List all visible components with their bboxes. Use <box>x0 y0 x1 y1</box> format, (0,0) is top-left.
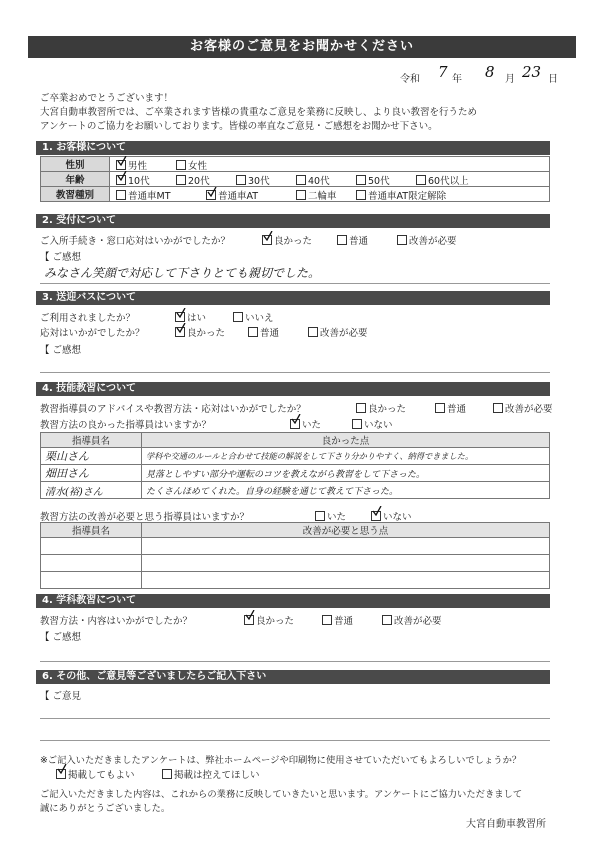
checkbox[interactable] <box>248 327 258 337</box>
divider <box>40 283 550 284</box>
good-point: 学科や交通のルールと合わせて技能の解説をして下さり分かりやすく、納得できました。 <box>142 448 550 465</box>
checkbox[interactable] <box>382 615 392 625</box>
consent-question: ※ご記入いただきましたアンケートは、弊社ホームページや印刷物に使用させていただいてもよろしいでしょうか？ <box>40 755 522 766</box>
reception-normal-option[interactable]: 普通 <box>337 233 368 247</box>
instructor-name: 栗山さん <box>41 448 142 465</box>
consent-decline-option[interactable]: 掲載は控えてほしい <box>162 767 260 781</box>
checkbox[interactable] <box>262 235 272 245</box>
section-2-header: 2. 受付について <box>36 214 550 228</box>
age-50s-option[interactable]: 50代 <box>356 173 390 187</box>
checkbox[interactable] <box>296 175 306 185</box>
bus-service-normal-option[interactable]: 普通 <box>248 325 279 339</box>
checkbox[interactable] <box>435 403 445 413</box>
date-day-unit: 日 <box>548 74 558 85</box>
course-mt-option[interactable]: 普通車MT <box>116 188 171 202</box>
closing-line: ご記入いただきました内容は、これからの業務に反映していきたいと思います。アンケートにご協力いただきまして <box>40 789 523 800</box>
checkbox[interactable] <box>352 419 362 429</box>
age-10s-option[interactable]: 10代 <box>116 173 150 187</box>
opinion-comment-label: 【 ご意見 <box>40 691 82 702</box>
date-year-value: 7 <box>438 63 448 81</box>
checkbox[interactable] <box>56 769 66 779</box>
age-60s-option[interactable]: 60代以上 <box>416 173 469 187</box>
good-instructor-table <box>40 432 550 499</box>
course-type-label: 教習種別 <box>41 187 110 202</box>
bus-service-improve-option[interactable]: 改善が必要 <box>308 325 368 339</box>
course-at-option[interactable]: 普通車AT <box>206 188 258 202</box>
checkbox[interactable] <box>296 190 306 200</box>
divider <box>40 372 550 373</box>
reception-improve-option[interactable]: 改善が必要 <box>397 233 457 247</box>
checkbox[interactable] <box>116 175 126 185</box>
consent-allow-option[interactable]: 掲載してもよい <box>56 767 135 781</box>
reception-good-option[interactable]: 良かった <box>262 233 312 247</box>
checkbox[interactable] <box>416 175 426 185</box>
instructor-improve-option[interactable]: 改善が必要 <box>493 401 553 415</box>
lecture-normal-option[interactable]: 普通 <box>322 613 353 627</box>
gender-male-option[interactable]: 男性 <box>116 158 147 172</box>
gender-female-option[interactable]: 女性 <box>176 158 207 172</box>
intro-line: アンケートのご協力をお願いしております。皆様の率直なご意見・ご感想をお聞かせ下さい。 <box>40 121 438 132</box>
age-20s-option[interactable]: 20代 <box>176 173 210 187</box>
bus-service-question: 応対はいかがでしたか？ <box>40 328 145 339</box>
reception-question: ご入所手続き・窓口応対はいかがでしたか？ <box>40 236 231 247</box>
intro-text <box>40 92 477 134</box>
checkbox[interactable] <box>371 511 381 521</box>
checkbox[interactable] <box>162 769 172 779</box>
reception-comment: みなさん笑顔で対応して下さりとても親切でした。 <box>44 266 321 280</box>
checkbox[interactable] <box>116 160 126 170</box>
divider <box>40 740 550 741</box>
good-instructor-question: 教習方法の良かった指導員はいますか？ <box>40 420 212 431</box>
bus-use-no-option[interactable]: いいえ <box>233 310 274 324</box>
checkbox[interactable] <box>175 312 185 322</box>
checkbox[interactable] <box>176 175 186 185</box>
checkbox[interactable] <box>356 175 366 185</box>
date-day-value: 23 <box>522 63 542 81</box>
table-row <box>41 465 550 482</box>
bus-use-question: ご利用されましたか？ <box>40 313 136 324</box>
date-month-unit: 月 <box>505 74 515 85</box>
bus-use-yes-option[interactable]: はい <box>175 310 206 324</box>
lecture-improve-option[interactable]: 改善が必要 <box>382 613 442 627</box>
section-3-header: 3. 送迎バスについて <box>36 291 550 305</box>
checkbox[interactable] <box>397 235 407 245</box>
customer-info-table <box>40 156 550 202</box>
age-40s-option[interactable]: 40代 <box>296 173 330 187</box>
improve-instructor-question: 教習方法の改善が必要と思う指導員はいますか？ <box>40 512 250 523</box>
closing-line: 誠にありがとうございました。 <box>40 803 171 814</box>
table-row <box>41 538 550 555</box>
table-row <box>41 482 550 499</box>
column-header: 指導員名 <box>41 523 142 538</box>
checkbox[interactable] <box>233 312 243 322</box>
good-point: たくさんほめてくれた。自身の経験を通じて教えて下さった。 <box>142 482 550 499</box>
divider <box>40 661 550 662</box>
checkbox[interactable] <box>116 190 126 200</box>
checkbox[interactable] <box>356 403 366 413</box>
instructor-name: 畑田さん <box>41 465 142 482</box>
age-options <box>110 172 550 187</box>
checkbox[interactable] <box>290 419 300 429</box>
course-type-options <box>110 187 550 202</box>
instructor-name: 清水(裕)さん <box>41 482 142 499</box>
table-row <box>41 555 550 572</box>
divider <box>40 718 550 719</box>
course-bike-option[interactable]: 二輪車 <box>296 188 337 202</box>
intro-line: 大宮自動車教習所では、ご卒業されます皆様の貴重なご意見を業務に反映し、より良い教習を行うため <box>40 107 478 118</box>
improve-instructor-no-option[interactable]: いない <box>371 509 412 523</box>
section-4-header: 4. 技能教習について <box>36 382 550 396</box>
bus-comment-label: 【 ご感想 <box>40 345 82 356</box>
checkbox[interactable] <box>315 511 325 521</box>
column-header: 指導員名 <box>41 433 142 448</box>
instructor-good-option[interactable]: 良かった <box>356 401 406 415</box>
age-30s-option[interactable]: 30代 <box>236 173 270 187</box>
section-6-header: 6. その他、ご意見等ございましたらご記入下さい <box>36 670 550 684</box>
improve-instructor-table <box>40 522 550 589</box>
section-1-header: 1. お客様について <box>36 141 550 155</box>
checkbox[interactable] <box>206 190 216 200</box>
column-header: 改善が必要と思う点 <box>142 523 550 538</box>
page-title: お客様のご意見をお聞かせください <box>28 36 576 58</box>
improve-instructor-yes-option[interactable]: いた <box>315 509 346 523</box>
checkbox[interactable] <box>308 327 318 337</box>
section-5-header: 4. 学科教習について <box>36 594 550 608</box>
closing-text <box>40 788 522 816</box>
table-row <box>41 448 550 465</box>
gender-options <box>110 157 550 172</box>
good-instructor-yes-option[interactable]: いた <box>290 417 321 431</box>
lecture-question: 教習方法・内容はいかがでしたか？ <box>40 616 193 627</box>
column-header: 良かった点 <box>142 433 550 448</box>
date-era: 令和 <box>400 74 420 85</box>
good-point: 見落としやすい部分や運転のコツを教えながら教習をして下さった。 <box>142 465 550 482</box>
intro-line: ご卒業おめでとうございます！ <box>40 93 174 104</box>
good-instructor-no-option[interactable]: いない <box>352 417 393 431</box>
checkbox[interactable] <box>175 327 185 337</box>
school-name: 大宮自動車教習所 <box>466 819 546 830</box>
instructor-question: 教習指導員のアドバイスや教習方法・応対はいかがでしたか？ <box>40 404 306 415</box>
checkbox[interactable] <box>493 403 503 413</box>
checkbox[interactable] <box>356 190 366 200</box>
checkbox[interactable] <box>244 615 254 625</box>
date-month-value: 8 <box>485 63 495 81</box>
checkbox[interactable] <box>176 160 186 170</box>
reception-comment-label: 【 ご感想 <box>40 252 82 263</box>
course-at-limit-option[interactable]: 普通車AT限定解除 <box>356 188 446 202</box>
checkbox[interactable] <box>236 175 246 185</box>
instructor-normal-option[interactable]: 普通 <box>435 401 466 415</box>
lecture-comment-label: 【 ご感想 <box>40 632 82 643</box>
table-row <box>41 572 550 589</box>
age-label: 年齢 <box>41 172 110 187</box>
gender-label: 性別 <box>41 157 110 172</box>
checkbox[interactable] <box>337 235 347 245</box>
checkbox[interactable] <box>322 615 332 625</box>
date-year-unit: 年 <box>452 74 462 85</box>
lecture-good-option[interactable]: 良かった <box>244 613 294 627</box>
bus-service-good-option[interactable]: 良かった <box>175 325 225 339</box>
